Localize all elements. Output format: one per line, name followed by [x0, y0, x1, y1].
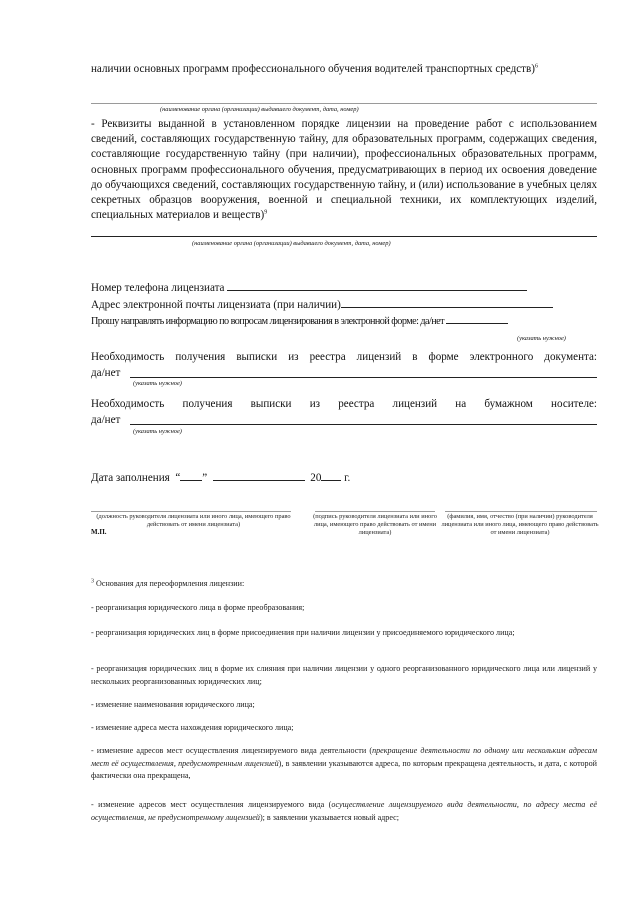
electronic-info-label: Прошу направлять информацию по вопросам лицензирования в электронной форме: да/нет	[91, 316, 445, 327]
phone-row	[91, 279, 527, 295]
electronic-info-caption: (указать нужное)	[517, 335, 566, 342]
date-row	[91, 469, 350, 485]
requisites-line[interactable]	[91, 236, 597, 237]
requisites-caption: (наименование органа (организации) выдавшего документ, дата, номер)	[192, 240, 391, 247]
footnote-item: - изменение адресов мест осуществления лицензируемого вида деятельности (прекращение деятельности по одному или нескольким адресам мест её осуществления, предусмотренным лицензией), в заявлении указываются адреса, по которым прекращена деятельность, и дата, с которой фактически она прекращена,	[91, 746, 597, 781]
signature-caption: (подпись руководителя лицензиата или иного лица, имеющего право действовать от имени лицензиата)	[313, 513, 437, 537]
quote-close: ”	[202, 472, 208, 484]
position-caption: (должность руководителя лицензиата или иного лица, имеющего право действовать от имени лицензиата)	[96, 513, 291, 529]
quote-open: “	[175, 472, 181, 484]
name-caption: (фамилия, имя, отчество (при наличии) руководителя лицензиата или иного лица, имеющего право действовать от имени лицензиата)	[441, 513, 599, 537]
position-line[interactable]	[91, 511, 291, 512]
day-field[interactable]	[180, 469, 202, 481]
extract-electronic-yn: да/нет	[91, 367, 121, 379]
footnote-item: - изменение адресов мест осуществления лицензируемого вида (осуществление лицензируемого вида деятельности, по адресу места её осуществления, не предусмотренному лицензией); в заявлении указывается новый адрес;	[91, 800, 597, 822]
extract-electronic-field[interactable]	[130, 377, 597, 378]
phone-field[interactable]	[227, 279, 527, 291]
license-requisites-text: - Реквизиты выданной в установленном порядке лицензии на проведение работ с использованием сведений, составляющих государственную тайну, для образовательных программ, содержащих сведения, составляющие государственную тайну (при наличии), профессиональных образовательных программ, основных программ профессионального обучения, предусматривающих в период их освоения доведение до обучающихся сведений, составляющих государственную тайну, и (или) использование в учебных целях секретных образцов вооружения, военной и специальной техники, их комплектующих изделий, специальных материалов и веществ)$^9$	[91, 118, 597, 222]
footnote-item: - реорганизация юридического лица в форме преобразования;	[91, 603, 305, 612]
footnote-mark: 6	[534, 63, 538, 70]
footnote-item: - реорганизация юридических лиц в форме их слияния при наличии лицензии у одного реорганизованного юридического лица или лицензий у нескольких реорганизованных юридических лиц;	[91, 664, 597, 686]
email-row	[91, 296, 553, 312]
footnote-item: - изменение адреса места нахождения юридического лица;	[91, 723, 294, 732]
signature-line[interactable]	[315, 511, 435, 512]
year-suffix: г.	[344, 472, 351, 484]
issuer-caption: (наименование органа (организации) выдавшего документ, дата, номер)	[160, 106, 359, 113]
footnote-item: - реорганизация юридических лиц в форме присоединения при наличии лицензии у присоединяемого юридического лица;	[91, 628, 515, 637]
issuer-line[interactable]	[91, 103, 597, 104]
email-field[interactable]	[341, 296, 553, 308]
extract-paper-yn: да/нет	[91, 414, 121, 426]
extract-paper-caption: (указать нужное)	[133, 428, 182, 435]
extract-electronic-caption: (указать нужное)	[133, 380, 182, 387]
extract-paper-field[interactable]	[130, 424, 597, 425]
footnote-item: - изменение наименования юридического лица;	[91, 700, 255, 709]
year-prefix: 20	[310, 472, 322, 484]
stamp-label: М.П.	[91, 528, 107, 536]
date-label: Дата заполнения	[91, 472, 170, 484]
phone-label: Номер телефона лицензиата	[91, 282, 225, 294]
email-label: Адрес электронной почты лицензиата (при наличии)	[91, 299, 341, 311]
electronic-info-field[interactable]	[446, 312, 508, 324]
footnote-mark: 9	[264, 209, 268, 216]
extract-paper-label: Необходимость получения выписки из реестра лицензий на бумажном носителе:	[91, 398, 597, 410]
year-field[interactable]	[321, 469, 341, 481]
month-field[interactable]	[213, 469, 305, 481]
continuation-text: наличии основных программ профессионального обучения водителей транспортных средств)$^6$	[91, 63, 538, 75]
electronic-info-row	[91, 312, 508, 329]
footnote-mark: 3	[91, 578, 94, 585]
extract-electronic-label: Необходимость получения выписки из реестра лицензий в форме электронного документа:	[91, 351, 597, 363]
name-line[interactable]	[445, 511, 597, 512]
footnote-heading: $^3$ Основания для переоформления лицензии:	[91, 578, 245, 588]
